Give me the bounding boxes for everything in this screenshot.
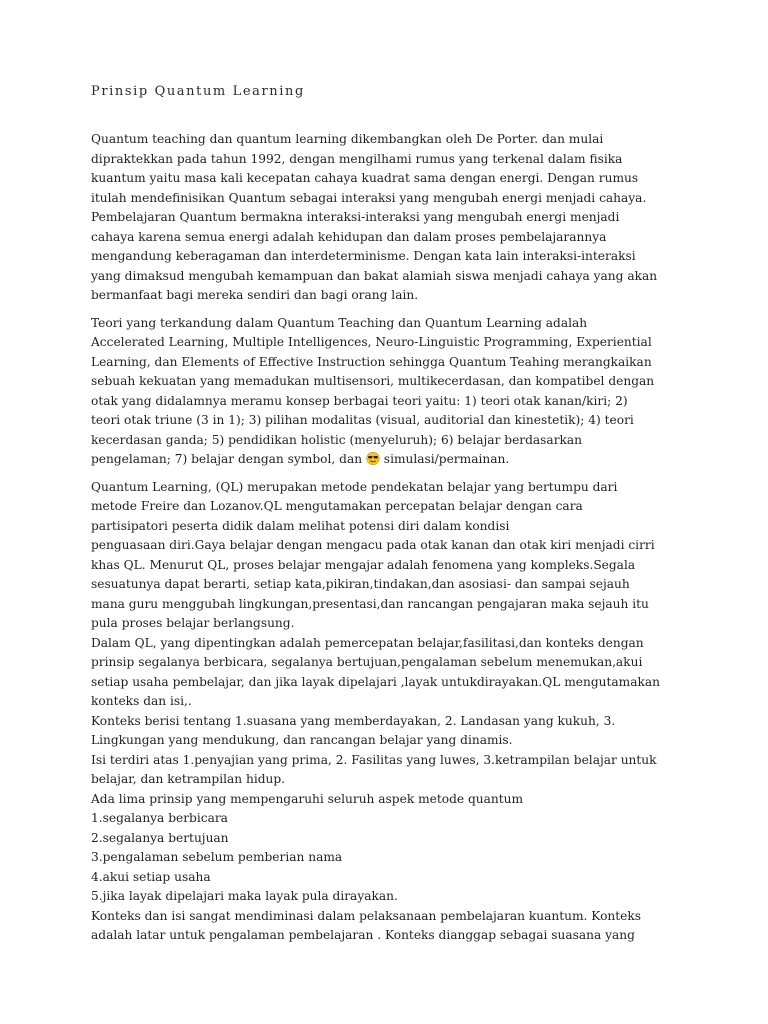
text-line: mengandung keberagaman dan interdeterminisme. Dengan kata lain interaksi-interaksi bbox=[91, 249, 636, 263]
text-line: Konteks dan isi sangat mendiminasi dalam pelaksanaan pembelajaran kuantum. Konteks bbox=[91, 908, 642, 923]
paragraph-gap bbox=[91, 306, 691, 314]
text-line: khas QL. Menurut QL, proses belajar mengajar adalah fenomena yang kompleks.Segala bbox=[91, 557, 636, 572]
text-line: Teori yang terkandung dalam Quantum Teaching dan Quantum Learning adalah bbox=[91, 315, 588, 330]
text-line: Pembelajaran Quantum bermakna interaksi-interaksi yang mengubah energi menjadi bbox=[91, 210, 620, 224]
text-line: dipraktekkan pada tahun 1992, dengan mengilhami rumus yang terkenal dalam fisika bbox=[91, 151, 623, 166]
text-line: kuantum yaitu masa kali kecepatan cahaya kuadrat sama dengan energi. Dengan rumus bbox=[91, 171, 639, 185]
text-line: Ada lima prinsip yang mempengaruhi seluruh aspek metode quantum bbox=[91, 791, 524, 806]
text-line: prinsip segalanya berbicara, segalanya bertujuan,pengalaman sebelum menemukan,akui bbox=[91, 655, 643, 669]
text-line: Quantum teaching dan quantum learning dikembangkan oleh De Porter. dan mulai bbox=[91, 132, 604, 146]
list-item: 1.segalanya berbicara bbox=[91, 811, 228, 825]
text-line: belajar, dan ketrampilan hidup. bbox=[91, 772, 286, 786]
text-line: itulah mendefinisikan Quantum sebagai interaksi yang mengubah energi menjadi cahaya. bbox=[91, 190, 647, 205]
text-line: sebuah kekuatan yang memadukan multisensori, multikecerdasan, dan kompatibel dengan bbox=[91, 374, 655, 388]
document-body bbox=[91, 130, 691, 946]
text-line: setiap usaha pembelajar, dan jika layak dipelajari ,layak untukdirayakan.QL mengutamakan bbox=[91, 674, 660, 689]
list-item: 5.jika layak dipelajari maka layak pula dirayakan. bbox=[91, 889, 398, 903]
sunglasses-smiley-icon bbox=[366, 452, 380, 465]
text-line: penguasaan diri.Gaya belajar dengan mengacu pada otak kanan dan otak kiri menjadi cirri bbox=[91, 538, 655, 552]
paragraph-gap bbox=[91, 470, 691, 478]
text-line: Lingkungan yang mendukung, dan rancangan belajar yang dinamis. bbox=[91, 733, 513, 747]
text-line: sesuatunya dapat berarti, setiap kata,pikiran,tindakan,dan asosiasi- dan sampai sejauh bbox=[91, 577, 630, 591]
text-line: metode Freire dan Lozanov.QL mengutamakan percepatan belajar dengan cara bbox=[91, 499, 583, 513]
text-line: cahaya karena semua energi adalah kehidupan dan dalam proses pembelajarannya bbox=[91, 229, 607, 244]
text-fragment: pengelaman; 7) belajar dengan symbol, dan bbox=[91, 452, 366, 466]
text-line: Accelerated Learning, Multiple Intelligences, Neuro-Linguistic Programming, Experiential bbox=[91, 335, 652, 349]
text-line: otak yang didalamnya meramu konsep berbagai teori yaitu: 1) teori otak kanan/kiri; 2) bbox=[91, 393, 628, 408]
text-line: Isi terdiri atas 1.penyajian yang prima, 2. Fasilitas yang luwes, 3.ketrampilan belajar untuk bbox=[91, 752, 657, 767]
paragraph-3 bbox=[91, 478, 691, 946]
text-line: yang dimaksud mengubah kemampuan dan bakat alamiah siswa menjadi cahaya yang akan bbox=[91, 268, 658, 283]
text-line: Dalam QL, yang dipentingkan adalah pemercepatan belajar,fasilitasi,dan konteks dengan bbox=[91, 635, 644, 650]
text-line: adalah latar untuk pengalaman pembelajaran . Konteks dianggap sebagai suasana yang bbox=[91, 928, 635, 942]
text-line: mana guru menggubah lingkungan,presentasi,dan rancangan pengajaran maka sejauh itu bbox=[91, 596, 649, 611]
text-line: partisipatori peserta didik dalam melihat potensi diri dalam kondisi bbox=[91, 518, 510, 533]
document-title: Prinsip Quantum Learning bbox=[91, 84, 305, 99]
list-item: 4.akui setiap usaha bbox=[91, 869, 211, 884]
text-line: Learning, dan Elements of Effective Instruction sehingga Quantum Teahing merangkaikan bbox=[91, 354, 652, 369]
text-line: Quantum Learning, (QL) merupakan metode pendekatan belajar yang bertumpu dari bbox=[91, 479, 618, 494]
paragraph-1 bbox=[91, 130, 691, 306]
text-line: bermanfaat bagi mereka sendiri dan bagi orang lain. bbox=[91, 288, 419, 302]
text-line: pula proses belajar berlangsung. bbox=[91, 616, 295, 630]
paragraph-2 bbox=[91, 314, 691, 470]
text-line: Konteks berisi tentang 1.suasana yang memberdayakan, 2. Landasan yang kukuh, 3. bbox=[91, 713, 616, 728]
list-item: 2.segalanya bertujuan bbox=[91, 830, 229, 845]
list-item: 3.pengalaman sebelum pemberian nama bbox=[91, 850, 343, 864]
text-fragment: simulasi/permainan. bbox=[379, 452, 510, 466]
text-line: kecerdasan ganda; 5) pendidikan holistic (menyeluruh); 6) belajar berdasarkan bbox=[91, 432, 583, 447]
text-line: teori otak triune (3 in 1); 3) pilihan modalitas (visual, auditorial dan kinestetik); 4) teori bbox=[91, 413, 634, 427]
text-line: konteks dan isi,. bbox=[91, 694, 192, 708]
text-line bbox=[91, 450, 691, 470]
